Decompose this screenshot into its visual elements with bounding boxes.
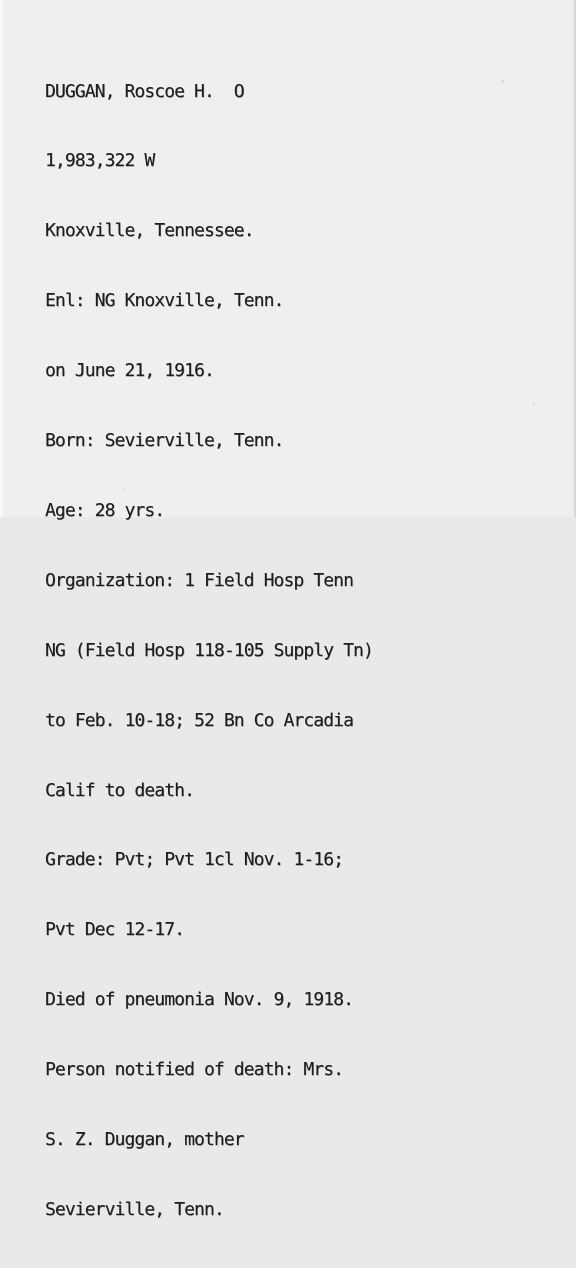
- paper-speck: [501, 80, 504, 83]
- residence-line: Knoxville, Tennessee.: [45, 220, 254, 242]
- name-line: DUGGAN, Roscoe H. O: [45, 80, 244, 102]
- grade-line: Grade: Pvt; Pvt 1cl Nov. 1-16;: [45, 849, 344, 871]
- notified-name-line: S. Z. Duggan, mother: [45, 1128, 244, 1150]
- notified-line: Person notified of death: Mrs.: [45, 1059, 344, 1081]
- age-line: Age: 28 yrs.: [45, 499, 165, 521]
- organization-line: Calif to death.: [45, 779, 195, 801]
- enlistment-date-line: on June 21, 1916.: [45, 360, 214, 382]
- organization-line: to Feb. 10-18; 52 Bn Co Arcadia: [45, 709, 354, 731]
- paper-speck: [533, 402, 535, 405]
- death-line: Died of pneumonia Nov. 9, 1918.: [45, 989, 354, 1011]
- notified-address-line: Sevierville, Tenn.: [45, 1198, 224, 1220]
- enlistment-line: Enl: NG Knoxville, Tenn.: [45, 290, 284, 312]
- typed-text-block: [45, 33, 373, 1268]
- organization-line: NG (Field Hosp 118-105 Supply Tn): [45, 639, 373, 661]
- birthplace-line: Born: Sevierville, Tenn.: [45, 430, 284, 452]
- grade-line: Pvt Dec 12-17.: [45, 919, 185, 941]
- organization-line: Organization: 1 Field Hosp Tenn: [45, 569, 354, 591]
- serial-number-line: 1,983,322 W: [45, 150, 155, 172]
